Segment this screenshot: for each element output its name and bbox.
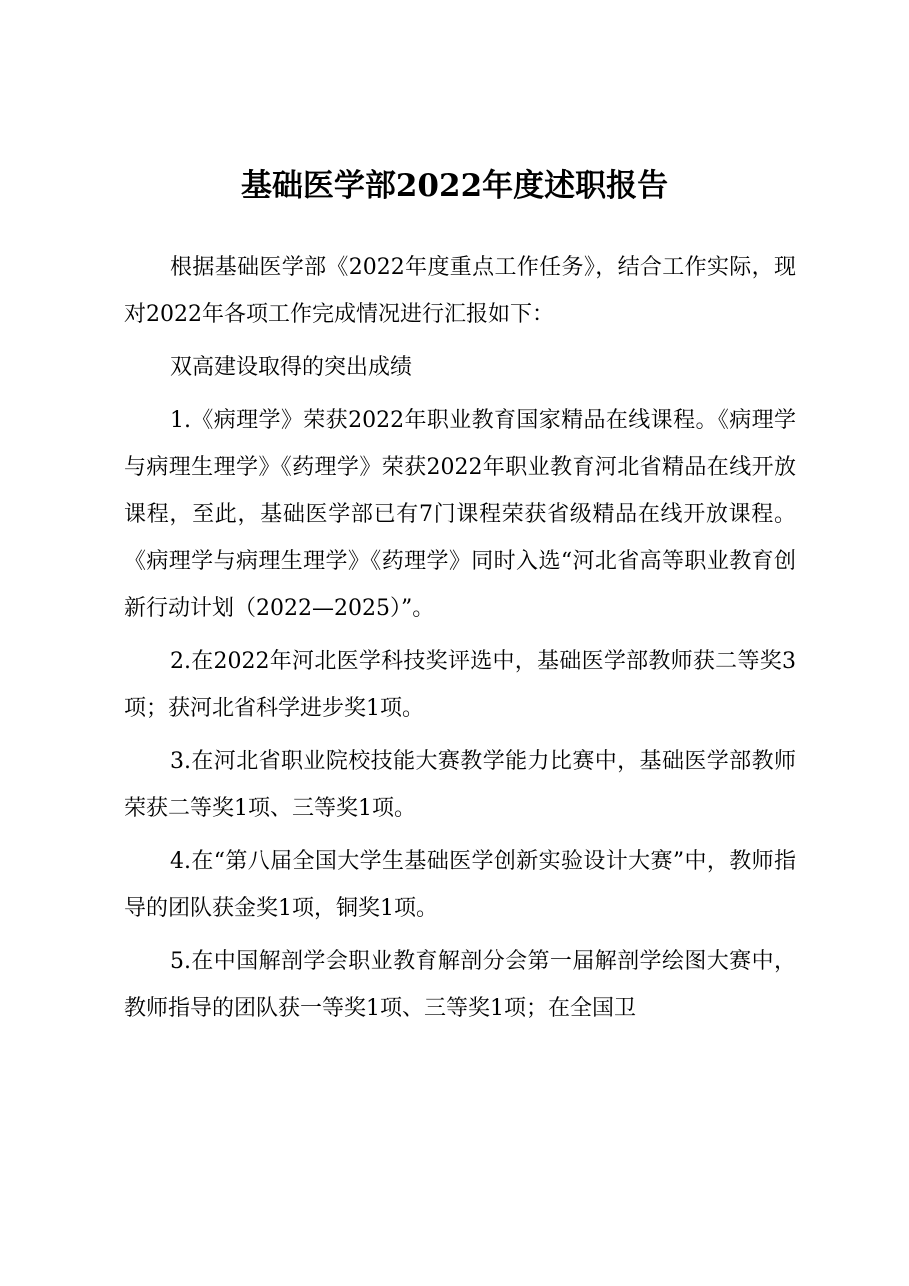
paragraph-item-5: 5.在中国解剖学会职业教育解剖分会第一届解剖学绘图大赛中，教师指导的团队获一等奖1项、三等奖1项；在全国卫 xyxy=(124,949,796,1021)
document-title: 基础医学部2022年度述职报告 xyxy=(240,168,669,204)
document-body xyxy=(124,244,796,1038)
paragraph-item-4: 4.在“第八届全国大学生基础医学创新实验设计大赛”中，教师指导的团队获金奖1项，铜奖1项。 xyxy=(124,849,796,921)
paragraph-item-3: 3.在河北省职业院校技能大赛教学能力比赛中，基础医学部教师荣获二等奖1项、三等奖1项。 xyxy=(124,749,796,821)
section-heading: 双高建设取得的突出成绩 xyxy=(170,355,413,380)
paragraph-intro: 根据基础医学部《2022年度重点工作任务》，结合工作实际，现对2022年各项工作完成情况进行汇报如下： xyxy=(124,255,796,327)
paragraph-item-2: 2.在2022年河北医学科技奖评选中，基础医学部教师获二等奖3项；获河北省科学进步奖1项。 xyxy=(124,649,796,721)
paragraph-item-1: 1.《病理学》荣获2022年职业教育国家精品在线课程。《病理学与病理生理学》《药理学》荣获2022年职业教育河北省精品在线开放课程，至此，基础医学部已有7门课程荣获省级精品在线开放课程。《病理学与病理生理学》《药理学》同时入选“河北省高等职业教育创新行动计划（2022—2025）”。 xyxy=(124,408,796,621)
